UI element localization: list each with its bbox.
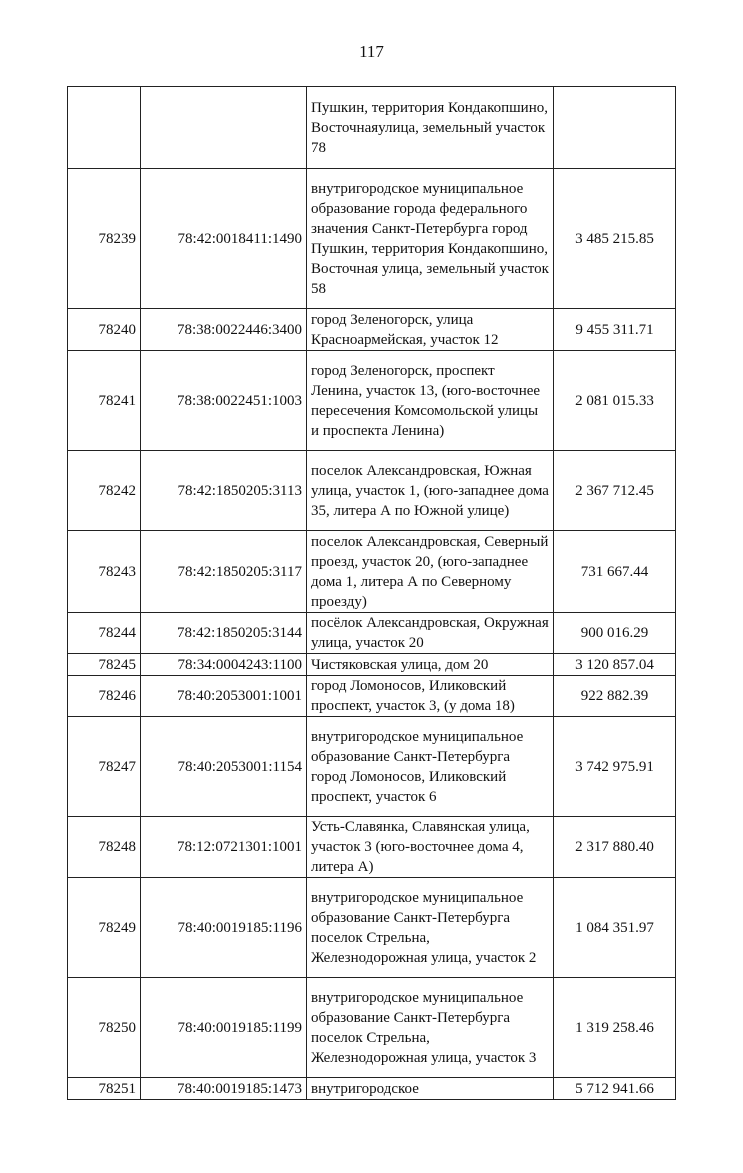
cadastral-number-cell [141, 87, 307, 169]
table-row [68, 654, 676, 676]
table-row [68, 676, 676, 717]
address-cell: город Зеленогорск, проспект Ленина, участок 13, (юго-восточнее пересечения Комсомольской улицы и проспекта Ленина) [307, 351, 554, 451]
address-cell: Пушкин, территория Кондакопшино, Восточнаяулица, земельный участок 78 [307, 87, 554, 169]
cadastral-number-cell: 78:40:0019185:1199 [141, 978, 307, 1078]
table-row [68, 351, 676, 451]
table-row [68, 87, 676, 169]
cadastral-value-cell: 3 485 215.85 [554, 169, 676, 309]
row-number-cell: 78242 [68, 451, 141, 531]
table-row [68, 613, 676, 654]
cadastral-value-cell: 922 882.39 [554, 676, 676, 717]
cadastral-number-cell: 78:42:1850205:3144 [141, 613, 307, 654]
cadastral-value-cell: 2 367 712.45 [554, 451, 676, 531]
row-number-cell: 78241 [68, 351, 141, 451]
address-cell: внутригородское муниципальное образование Санкт-Петербурга поселок Стрельна, Железнодорожная улица, участок 3 [307, 978, 554, 1078]
cadastral-number-cell: 78:42:1850205:3113 [141, 451, 307, 531]
cadastral-number-cell: 78:38:0022446:3400 [141, 309, 307, 351]
row-number-cell: 78251 [68, 1078, 141, 1100]
cadastral-number-cell: 78:38:0022451:1003 [141, 351, 307, 451]
cadastral-number-cell: 78:42:1850205:3117 [141, 531, 307, 613]
table-row [68, 978, 676, 1078]
cadastral-value-cell: 1 319 258.46 [554, 978, 676, 1078]
cadastral-number-cell: 78:40:0019185:1473 [141, 1078, 307, 1100]
address-cell: поселок Александровская, Южная улица, участок 1, (юго-западнее дома 35, литера А по Южной улице) [307, 451, 554, 531]
cadastral-number-cell: 78:40:0019185:1196 [141, 878, 307, 978]
row-number-cell: 78249 [68, 878, 141, 978]
row-number-cell: 78244 [68, 613, 141, 654]
table-row [68, 451, 676, 531]
address-cell: внутригородское муниципальное образование города федерального значения Санкт-Петербурга город Пушкин, территория Кондакопшино, Восточная улица, земельный участок 58 [307, 169, 554, 309]
cadastral-number-cell: 78:40:2053001:1154 [141, 717, 307, 817]
cadastral-value-cell: 1 084 351.97 [554, 878, 676, 978]
address-cell: город Ломоносов, Иликовский проспект, участок 3, (у дома 18) [307, 676, 554, 717]
address-cell: Усть-Славянка, Славянская улица, участок 3 (юго-восточнее дома 4, литера А) [307, 817, 554, 878]
cadastral-value-cell: 9 455 311.71 [554, 309, 676, 351]
table-row [68, 817, 676, 878]
row-number-cell [68, 87, 141, 169]
cadastral-value-cell: 2 317 880.40 [554, 817, 676, 878]
address-cell: город Зеленогорск, улица Красноармейская, участок 12 [307, 309, 554, 351]
cadastral-value-cell: 5 712 941.66 [554, 1078, 676, 1100]
cadastral-value-cell [554, 87, 676, 169]
row-number-cell: 78243 [68, 531, 141, 613]
address-cell: поселок Александровская, Северный проезд, участок 20, (юго-западнее дома 1, литера А по Северному проезду) [307, 531, 554, 613]
table-row [68, 531, 676, 613]
cadastral-value-cell: 900 016.29 [554, 613, 676, 654]
row-number-cell: 78240 [68, 309, 141, 351]
land-plots-table [67, 86, 676, 1100]
cadastral-value-cell: 3 742 975.91 [554, 717, 676, 817]
table-row [68, 169, 676, 309]
table-row [68, 309, 676, 351]
cadastral-number-cell: 78:12:0721301:1001 [141, 817, 307, 878]
cadastral-number-cell: 78:34:0004243:1100 [141, 654, 307, 676]
page-number: 117 [359, 42, 384, 61]
cadastral-number-cell: 78:42:0018411:1490 [141, 169, 307, 309]
address-cell: внутригородское [307, 1078, 554, 1100]
row-number-cell: 78245 [68, 654, 141, 676]
table-row [68, 717, 676, 817]
row-number-cell: 78247 [68, 717, 141, 817]
table-row [68, 878, 676, 978]
cadastral-number-cell: 78:40:2053001:1001 [141, 676, 307, 717]
address-cell: Чистяковская улица, дом 20 [307, 654, 554, 676]
row-number-cell: 78246 [68, 676, 141, 717]
table-row [68, 1078, 676, 1100]
cadastral-value-cell: 3 120 857.04 [554, 654, 676, 676]
address-cell: внутригородское муниципальное образование Санкт-Петербурга город Ломоносов, Иликовский проспект, участок 6 [307, 717, 554, 817]
cadastral-value-cell: 731 667.44 [554, 531, 676, 613]
row-number-cell: 78239 [68, 169, 141, 309]
row-number-cell: 78250 [68, 978, 141, 1078]
address-cell: посёлок Александровская, Окружная улица, участок 20 [307, 613, 554, 654]
row-number-cell: 78248 [68, 817, 141, 878]
address-cell: внутригородское муниципальное образование Санкт-Петербурга поселок Стрельна, Железнодорожная улица, участок 2 [307, 878, 554, 978]
cadastral-value-cell: 2 081 015.33 [554, 351, 676, 451]
